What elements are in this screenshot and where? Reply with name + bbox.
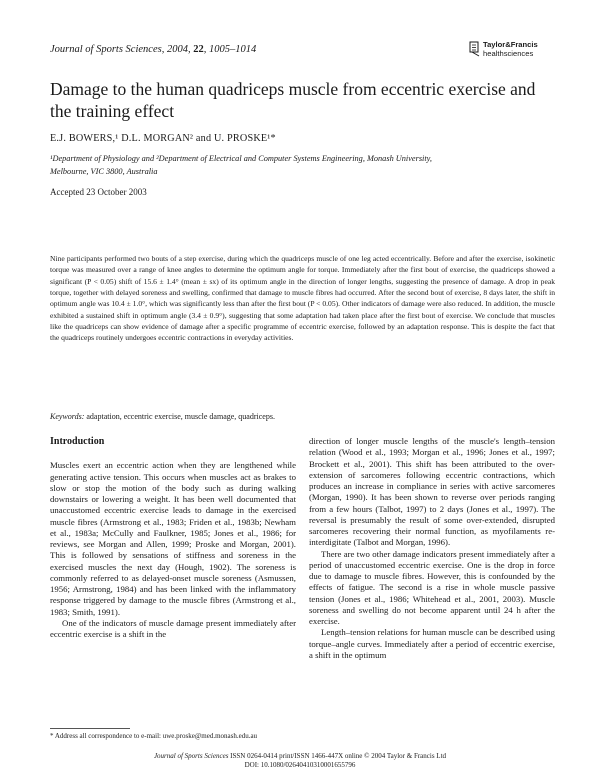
journal-volume: 22 xyxy=(193,44,204,55)
body-paragraph: One of the indicators of muscle damage present immediately after eccentric exercise is a shift in the xyxy=(50,617,296,639)
keywords-label: Keywords: xyxy=(50,412,85,421)
article-title: Damage to the human quadriceps muscle from eccentric exercise and the training effect xyxy=(50,79,536,121)
abstract: Nine participants performed two bouts of a step exercise, during which the quadriceps muscle of one leg acted eccentrically. Before and after the exercise, isokinetic torque was measured over a range of knee angles to determine the optimum angle for torque. Immediately after the first bout of exercise, the quadriceps showed a significant (P < 0.05) shift of 15.6 ± 1.4° (mean ± sx) of its optimum angle in the direction of longer lengths, suggesting the presence of damage. A drop in peak torque, together with delayed soreness and swelling, confirmed that damage to muscle fibres had occurred. After the second bout of exercise, 8 days later, the shift in optimum angle was 10.4 ± 1.0°, which was significantly less than after the first bout (P < 0.05). Other indicators of damage were also reduced. In addition, the muscle exhibited a sustained shift in optimum angle (3.4 ± 0.9°), suggesting that some adaptation had taken place after the first bout of exercise. We conclude that muscles like the quadriceps can show evidence of damage after a specific programme of eccentric exercise, followed by an adaptation response. This is despite the fact that the quadriceps routinely undergoes eccentric contractions in everyday activities. xyxy=(50,254,555,343)
body-column-left xyxy=(50,436,296,640)
publisher-mark-icon xyxy=(469,41,481,57)
section-heading: Introduction xyxy=(50,436,105,447)
publisher-division: healthsciences xyxy=(483,49,534,58)
body-paragraph: Muscles exert an eccentric action when they are lengthened while generating active tension. This occurs when muscles act as brakes to slow or stop the motion of the body such as during walking downstairs or lowering a weight. It has been well documented that unaccustomed eccentric exercise leads to damage in the exercised muscle fibres (Armstrong et al., 1983; Friden et al., 1983b; Newham et al., 1983a; McCully and Faulkner, 1985; Jones et al., 1986; for reviews, see Morgan and Allen, 1999; Proske and Morgan, 2001). This is followed by sensations of stiffness and soreness in the exercised muscles the next day (Hough, 1902). The soreness is commonly referred to as delayed-onset muscle soreness (Asmussen, 1956; Armstrong, 1984) and has been linked with the inflammatory response triggered by damage to the muscle fibres (Armstrong et al., 1983; Smith, 1991). xyxy=(50,460,296,617)
accepted-date: Accepted 23 October 2003 xyxy=(50,187,147,197)
correspondence-footnote: * Address all correspondence to e-mail: uwe.proske@med.monash.edu.au xyxy=(50,732,258,740)
affiliation-line: Melbourne, VIC 3800, Australia xyxy=(50,167,158,176)
article-authors: E.J. BOWERS,¹ D.L. MORGAN² and U. PROSKE¹* xyxy=(50,133,276,144)
journal-pages: , 1005–1014 xyxy=(203,44,257,55)
journal-citation xyxy=(50,44,256,55)
affiliation-line: ¹Department of Physiology and ²Department of Electrical and Computer Systems Engineering, Monash University, xyxy=(50,154,432,163)
affiliations xyxy=(50,152,560,178)
footnote-rule xyxy=(50,728,130,729)
keywords-list: adaptation, eccentric exercise, muscle damage, quadriceps. xyxy=(84,412,275,421)
footer-doi: DOI: 10.1080/02640410310001655796 xyxy=(244,761,356,769)
keywords xyxy=(50,412,275,421)
publisher-name: Taylor&Francis xyxy=(483,40,538,49)
footer-issn xyxy=(0,752,600,760)
body-paragraph: direction of longer muscle lengths of the muscle's length–tension relation (Wood et al., 1993; Morgan et al., 1996; Jones et al., 1997; Brockett et al., 2001). This shift has been attributed to the over-extension of sarcomeres following eccentric contractions, which produces an increase in compliance in series with active sarcomeres (Morgan, 1990). It has been shown to reverse over periods ranging from a few hours (Talbot, 1997) to 2 days (Jones et al., 1997). The reversal is presumably the result of some over-extended, disrupted sarcomeres recovering their normal function, as myofilaments re-interdigitate (Talbot and Morgan, 1996). xyxy=(309,436,555,548)
journal-name: Journal of Sports Sciences xyxy=(50,44,162,55)
journal-year: , 2004, xyxy=(161,44,194,55)
footer-issn-text: ISSN 0264-0414 print/ISSN 1466-447X online © 2004 Taylor & Francis Ltd xyxy=(228,752,447,760)
body-column-right xyxy=(309,436,555,661)
footer-journal: Journal of Sports Sciences xyxy=(153,752,229,760)
body-paragraph: Length–tension relations for human muscle can be described using torque–angle curves. Immediately after a period of eccentric exercise, a shift in the optimum xyxy=(309,627,555,660)
body-paragraph: There are two other damage indicators present immediately after a period of unaccustomed eccentric exercise. One is the drop in force due to damage to muscle fibres. However, this is confounded by the effects of fatigue. The second is a rise in whole muscle passive tension (Jones et al., 1986; Whitehead et al., 2001, 2003). Muscle soreness and swelling do not become apparent until 24 h after the exercise. xyxy=(309,548,555,626)
publisher-logo xyxy=(469,38,559,62)
